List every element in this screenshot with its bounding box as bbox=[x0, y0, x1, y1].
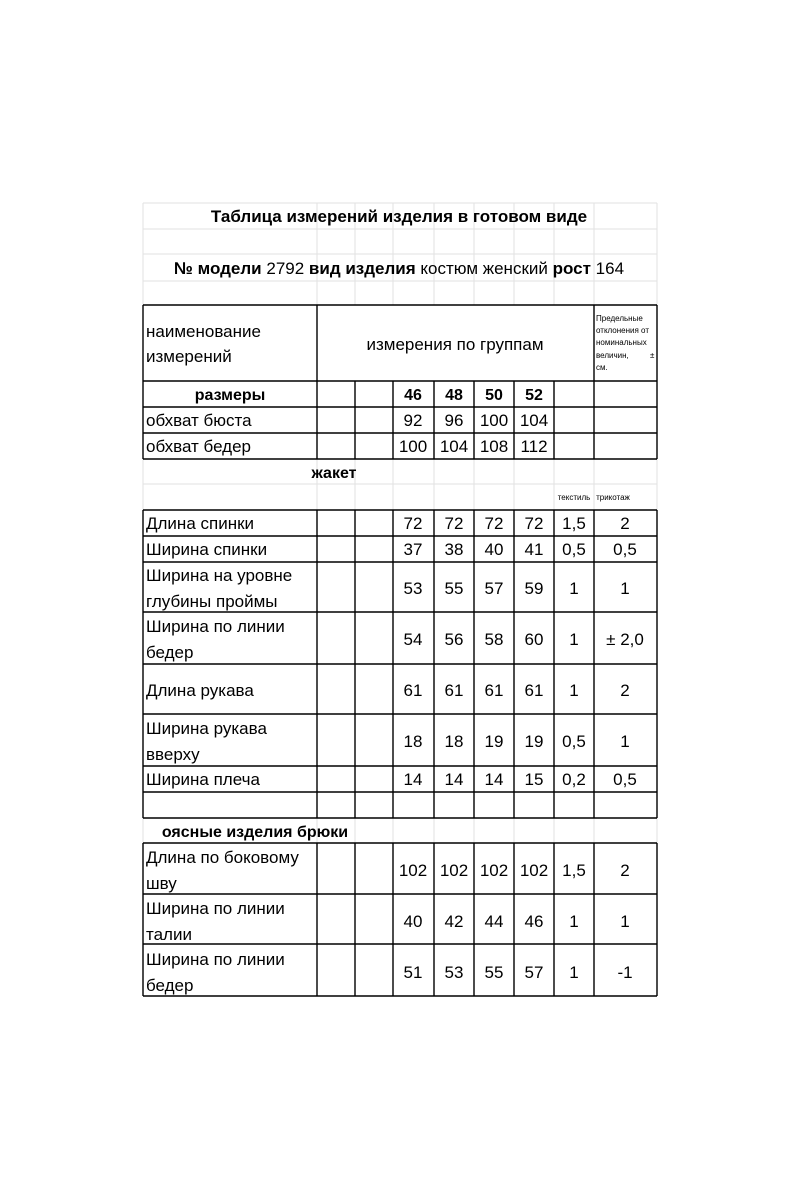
tolerance-textile: 1 bbox=[569, 912, 579, 931]
row-name: вверху bbox=[146, 745, 200, 764]
tolerance-knit: -1 bbox=[617, 963, 633, 982]
tolerance-knit: 0,5 bbox=[613, 540, 637, 559]
table-row bbox=[146, 617, 644, 662]
row-name: Ширина по линии bbox=[146, 950, 285, 969]
tolerance-textile: 0,2 bbox=[562, 770, 586, 789]
header-name-line1: наименование bbox=[146, 322, 261, 341]
size-value: 48 bbox=[445, 387, 463, 404]
tolerance-textile: 1,5 bbox=[562, 514, 586, 533]
cell-value: 72 bbox=[403, 514, 423, 533]
cell-value: 72 bbox=[484, 514, 504, 533]
tolerance-line: ± bbox=[650, 351, 655, 360]
cell-value: 61 bbox=[484, 681, 504, 700]
cell-value: 96 bbox=[444, 411, 464, 430]
cell-value: 61 bbox=[524, 681, 544, 700]
header-tolerance bbox=[596, 314, 655, 372]
tolerance-textile: 1 bbox=[569, 579, 579, 598]
cell-value: 72 bbox=[524, 514, 544, 533]
cell-value: 102 bbox=[439, 861, 469, 880]
cell-value: 59 bbox=[524, 579, 544, 598]
cell-value: 104 bbox=[439, 437, 469, 456]
sizes-label: размеры bbox=[194, 387, 266, 404]
cell-value: 55 bbox=[444, 579, 464, 598]
size-value: 50 bbox=[485, 387, 503, 404]
cell-value: 102 bbox=[519, 861, 549, 880]
cell-value: 100 bbox=[479, 411, 509, 430]
cell-value: 15 bbox=[524, 770, 544, 789]
height-label: рост bbox=[552, 259, 591, 278]
cell-value: 61 bbox=[403, 681, 423, 700]
size-value: 46 bbox=[404, 387, 422, 404]
tolerance-line: см. bbox=[596, 363, 608, 372]
table-borders bbox=[143, 305, 657, 996]
table-row bbox=[146, 514, 630, 533]
height-value: 164 bbox=[595, 259, 625, 278]
row-name: Ширина плеча bbox=[146, 770, 260, 789]
cell-value: 60 bbox=[524, 630, 544, 649]
cell-value: 44 bbox=[484, 912, 504, 931]
cell-value: 14 bbox=[444, 770, 464, 789]
section-title-jacket: жакет bbox=[311, 465, 357, 482]
row-name: Ширина рукава bbox=[146, 719, 267, 738]
cell-value: 61 bbox=[444, 681, 464, 700]
col-label-knit: трикотаж bbox=[596, 493, 630, 502]
page-title: Таблица измерений изделия в готовом виде bbox=[210, 207, 588, 226]
cell-value: 18 bbox=[444, 732, 464, 751]
table-row bbox=[146, 770, 637, 789]
row-name: Длина рукава bbox=[146, 681, 254, 700]
row-name: Ширина по линии bbox=[146, 617, 285, 636]
tolerance-textile: 1 bbox=[569, 963, 579, 982]
cell-value: 53 bbox=[403, 579, 423, 598]
cell-value: 54 bbox=[403, 630, 423, 649]
product-type-label: вид изделия bbox=[308, 259, 416, 278]
row-name: бедер bbox=[146, 643, 194, 662]
cell-value: 57 bbox=[484, 579, 504, 598]
cell-value: 40 bbox=[484, 540, 504, 559]
tolerance-knit: 2 bbox=[620, 514, 630, 533]
cell-value: 19 bbox=[484, 732, 504, 751]
cell-value: 38 bbox=[444, 540, 464, 559]
table-content bbox=[146, 207, 655, 995]
cell-value: 102 bbox=[479, 861, 509, 880]
cell-value: 92 bbox=[403, 411, 423, 430]
model-number-value: 2792 bbox=[266, 259, 305, 278]
tolerance-knit: 0,5 bbox=[613, 770, 637, 789]
cell-value: 56 bbox=[444, 630, 464, 649]
tolerance-textile: 1,5 bbox=[562, 861, 586, 880]
row-name: Ширина спинки bbox=[146, 540, 268, 559]
tolerance-knit: 1 bbox=[620, 912, 630, 931]
row-name: талии bbox=[146, 925, 192, 944]
cell-value: 46 bbox=[524, 912, 544, 931]
row-name: обхват бюста bbox=[146, 411, 252, 430]
row-name: бедер bbox=[146, 976, 194, 995]
row-name: обхват бедер bbox=[146, 437, 252, 456]
table-row bbox=[146, 437, 548, 456]
row-name: Длина спинки bbox=[146, 514, 255, 533]
table-row bbox=[146, 848, 630, 893]
row-name: Ширина на уровне bbox=[146, 566, 293, 585]
cell-value: 14 bbox=[484, 770, 504, 789]
cell-value: 19 bbox=[524, 732, 544, 751]
cell-value: 104 bbox=[519, 411, 549, 430]
cell-value: 41 bbox=[524, 540, 544, 559]
cell-value: 58 bbox=[484, 630, 504, 649]
cell-value: 72 bbox=[444, 514, 464, 533]
cell-value: 37 bbox=[403, 540, 423, 559]
tolerance-knit: 2 bbox=[620, 681, 630, 700]
tolerance-line: Предельные bbox=[596, 314, 643, 323]
table-row bbox=[146, 899, 630, 944]
tolerance-knit: 1 bbox=[620, 579, 630, 598]
table-row bbox=[146, 566, 630, 611]
cell-value: 40 bbox=[403, 912, 423, 931]
tolerance-textile: 0,5 bbox=[562, 732, 586, 751]
cell-value: 53 bbox=[444, 963, 464, 982]
cell-value: 55 bbox=[484, 963, 504, 982]
row-name: Ширина по линии bbox=[146, 899, 285, 918]
table-row bbox=[146, 950, 633, 995]
cell-value: 57 bbox=[524, 963, 544, 982]
col-label-textile: текстиль bbox=[557, 493, 591, 502]
cell-value: 108 bbox=[479, 437, 509, 456]
tolerance-textile: 0,5 bbox=[562, 540, 586, 559]
product-type-value: костюм женский bbox=[420, 259, 548, 278]
section-title-pants: оясные изделия брюки bbox=[161, 824, 349, 841]
cell-value: 18 bbox=[403, 732, 423, 751]
tolerance-line: номинальных bbox=[596, 338, 647, 347]
tolerance-knit: ± 2,0 bbox=[606, 630, 644, 649]
row-name: глубины проймы bbox=[146, 592, 278, 611]
cell-value: 14 bbox=[403, 770, 423, 789]
cell-value: 112 bbox=[520, 437, 548, 456]
row-name: Длина по боковому bbox=[146, 848, 299, 867]
row-name: шву bbox=[146, 874, 177, 893]
tolerance-textile: 1 bbox=[569, 681, 579, 700]
model-line bbox=[174, 259, 624, 278]
table-row bbox=[146, 540, 637, 559]
tolerance-line: отклонения от bbox=[596, 326, 649, 335]
tolerance-textile: 1 bbox=[569, 630, 579, 649]
table-row bbox=[146, 719, 630, 764]
table-row bbox=[146, 411, 548, 430]
table-row bbox=[146, 681, 630, 700]
header-name-line2: измерений bbox=[146, 347, 232, 366]
cell-value: 42 bbox=[444, 912, 464, 931]
cell-value: 51 bbox=[403, 963, 423, 982]
cell-value: 102 bbox=[398, 861, 428, 880]
cell-value: 100 bbox=[398, 437, 428, 456]
tolerance-line: величин, bbox=[596, 351, 629, 360]
header-groups: измерения по группам bbox=[366, 335, 544, 354]
tolerance-knit: 1 bbox=[620, 732, 630, 751]
tolerance-knit: 2 bbox=[620, 861, 630, 880]
model-number-label: № модели bbox=[173, 259, 262, 278]
size-value: 52 bbox=[525, 387, 543, 404]
